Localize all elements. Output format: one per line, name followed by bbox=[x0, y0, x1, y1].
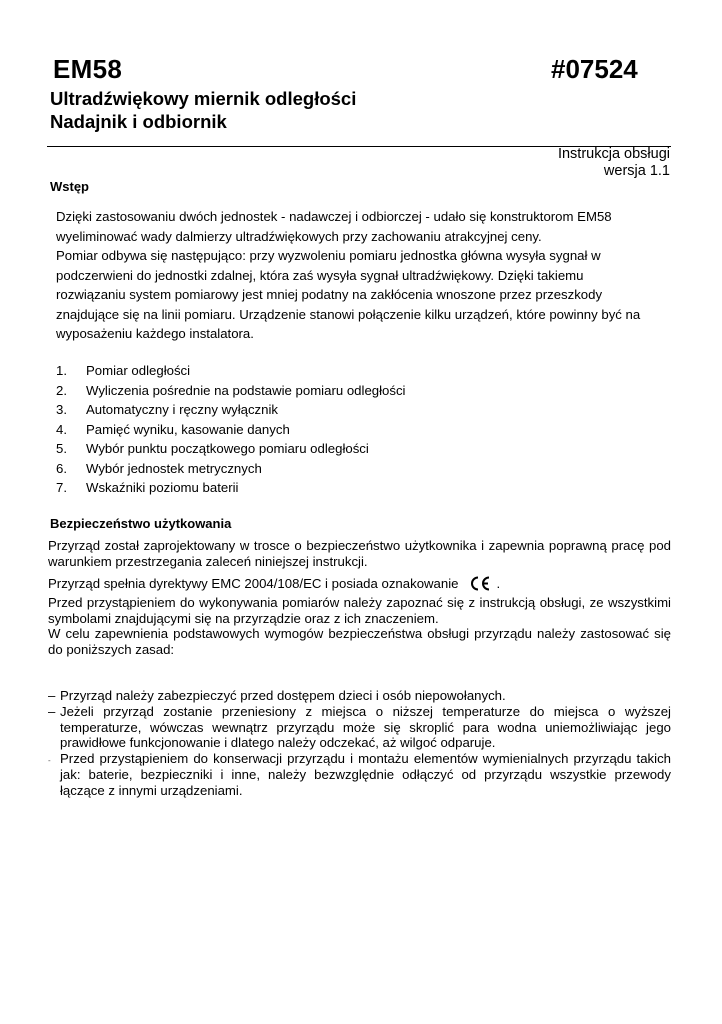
list-item: 5. Wybór punktu początkowego pomiaru odległości bbox=[56, 441, 369, 456]
list-item: 3. Automatyczny i ręczny wyłącznik bbox=[56, 402, 279, 417]
list-item: 7. Wskaźniki poziomu baterii bbox=[56, 480, 239, 495]
safety-paragraph-1: Przyrząd został zaprojektowany w trosce o bezpieczeństwo użytkownika i zapewnia poprawną pracę pod warunkiem przestrzegania zaleceń niniejszej instrukcji. bbox=[48, 538, 671, 569]
list-item: 4. Pamięć wyniku, kasowanie danych bbox=[56, 421, 290, 437]
manual-info bbox=[558, 146, 670, 180]
list-item: 2. Wyliczenia pośrednie na podstawie pomiaru odległości bbox=[56, 382, 406, 398]
manual-version: wersja 1.1 bbox=[603, 163, 670, 179]
intro-heading: Wstęp bbox=[50, 179, 89, 194]
model-name: EM58 bbox=[53, 54, 123, 84]
intro-paragraph-1: Dzięki zastosowaniu dwóch jednostek - nadawczej i odbiorczej - udało się konstruktorom EM58 wyeliminować wady dalmierzy ultradźwiękowych przy zachowaniu atrakcyjnej ceny. bbox=[56, 209, 612, 244]
safety-paragraph-4: W celu zapewnienia podstawowych wymogów bezpieczeństwa obsługi przyrządu należy zastosować się do poniższych zasad: bbox=[48, 626, 671, 658]
list-item: – Przyrząd należy zabezpieczyć przed dostępem dzieci i osób niepowołanych. bbox=[48, 688, 506, 703]
list-item: 6. Wybór jednostek metrycznych bbox=[56, 460, 262, 476]
intro-paragraph-2: Pomiar odbywa się następująco: przy wyzwoleniu pomiaru jednostka główna wysyła sygnał w podczerwieni do jednostki zdalnej, która zaś wysyła sygnał ultradźwiękowy. Dzięki takiemu rozwiązaniu system pomiarowy jest mniej podatny na zakłócenia wnoszone przez przeszkody znajdujące się na linii pomiaru. Urządzenie stanowi połączenie kilku urządzeń, które powinny być na wyposażeniu każdego instalatora. bbox=[56, 248, 641, 341]
manual-label: Instrukcja obsługi bbox=[557, 146, 670, 162]
safety-heading: Bezpieczeństwo użytkowania bbox=[50, 516, 232, 531]
list-item: - Przed przystąpieniem do konserwacji przyrządu i montażu elementów wymienialnych przyrządu takich jak: baterie, bezpieczniki i inne, należy bezwzględnie odłączyć od przyrządu wszystkie przewody łączące z innymi urządzeniami. bbox=[48, 751, 671, 798]
document-title: Ultradźwiękowy miernik odległości bbox=[50, 88, 357, 109]
safety-paragraph-2: Przyrząd spełnia dyrektywy EMC 2004/108/EC i posiada oznakowanie . Przed przystąpieniem do wykonywania pomiarów należy zapoznać się z instrukcją obsługi, ze wszystkimi symbolami znajdującymi się na przyrządzie oraz z ich znaczeniem. W celu zapewnienia podstawowych wymogów bezpieczeństwa obsługi przyrządu należy zastosować się do poniższych zasad: bbox=[48, 576, 671, 658]
feature-list bbox=[56, 361, 406, 498]
document-subtitle: Nadajnik i odbiornik bbox=[50, 111, 227, 132]
safety-paragraph-3: Przed przystąpieniem do wykonywania pomiarów należy zapoznać się z instrukcją obsługi, ze wszystkimi symbolami znajdującymi się na przyrządzie oraz z ich znaczeniem. bbox=[48, 594, 671, 626]
safety-rules bbox=[48, 688, 671, 799]
intro-text bbox=[56, 207, 656, 344]
list-item: – Jeżeli przyrząd zostanie przeniesiony z miejsca o niższej temperaturze do miejsca o wyższej temperaturze, wówczas wewnątrz przyrządu może się skroplić para wodna uniemożliwiając jego prawidłowe funkcjonowanie i dlatego należy odczekać, aż wilgoć odparuje. bbox=[48, 703, 671, 751]
product-code: #07524 bbox=[551, 54, 638, 84]
list-item: 1. Pomiar odległości bbox=[56, 363, 191, 378]
ce-mark-icon bbox=[469, 576, 491, 595]
